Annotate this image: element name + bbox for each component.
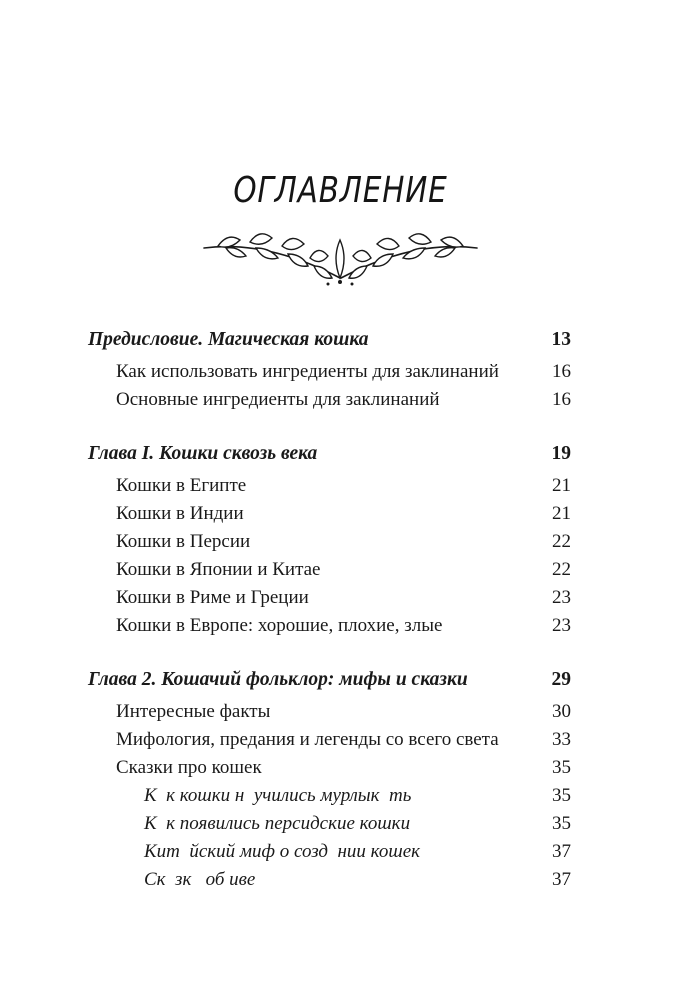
toc-entry-page: 35 — [552, 813, 571, 834]
toc-entry-label: Интересные факты — [116, 701, 271, 722]
toc-entry-label: Мифология, предания и легенды со всего света — [116, 729, 499, 750]
toc-subsection — [144, 841, 571, 863]
toc-entry-label: Кошки в Японии и Китае — [116, 559, 321, 580]
toc-chapter — [88, 329, 571, 351]
toc-entry-page: 37 — [552, 841, 571, 862]
toc-entry-page: 21 — [552, 475, 571, 496]
toc-entry-label: Кошки в Персии — [116, 531, 251, 552]
toc-entry-page: 29 — [551, 669, 571, 690]
toc-entry-page: 37 — [552, 869, 571, 890]
toc-section — [116, 361, 571, 383]
toc-entry-label: К к кошки н учились мурлык ть — [144, 785, 412, 806]
toc-entry-label: Кит йский миф о созд нии кошек — [144, 841, 421, 862]
toc-entry-page: 21 — [552, 503, 571, 524]
toc-entry-page: 35 — [552, 757, 571, 778]
toc-entry-label: Глава I. Кошки сквозь века — [88, 443, 318, 464]
toc-entry-page: 16 — [552, 361, 571, 382]
toc-entry-page: 13 — [551, 329, 571, 350]
toc-entry-page: 30 — [552, 701, 571, 722]
toc-entry-label: Кошки в Европе: хорошие, плохие, злые — [116, 615, 443, 636]
toc-entry-page: 22 — [552, 559, 571, 580]
toc-entry-page: 16 — [552, 389, 571, 410]
toc-entry-page: 19 — [551, 443, 571, 464]
toc-section — [116, 475, 571, 497]
toc-entry-page: 35 — [552, 785, 571, 806]
toc-section — [116, 757, 571, 779]
toc-section — [116, 503, 571, 525]
toc-subsection — [144, 785, 571, 807]
toc-entry-page: 33 — [552, 729, 571, 750]
toc-section — [116, 559, 571, 581]
toc-entry-page: 22 — [552, 531, 571, 552]
toc-chapter — [88, 669, 571, 691]
toc-section — [116, 729, 571, 751]
toc-chapter — [88, 443, 571, 465]
toc-entry-label: Кошки в Риме и Греции — [116, 587, 309, 608]
toc-entry-page: 23 — [552, 615, 571, 636]
toc-section — [116, 587, 571, 609]
toc-entry-label: К к появились персидские кошки — [144, 813, 411, 834]
toc-entry-label: Кошки в Египте — [116, 475, 247, 496]
toc-entry-label: Сказки про кошек — [116, 757, 262, 778]
toc-entry-label: Основные ингредиенты для заклинаний — [116, 389, 440, 410]
toc-entry-label: Глава 2. Кошачий фольклор: мифы и сказки — [88, 669, 468, 690]
page-title: ОГЛАВЛЕНИЕ — [233, 170, 448, 211]
toc-subsection — [144, 869, 571, 891]
toc-entry-label: Предисловие. Магическая кошка — [88, 329, 369, 350]
toc-entry-page: 23 — [552, 587, 571, 608]
toc-entry-label: Как использовать ингредиенты для заклинаний — [116, 361, 499, 382]
toc-entry-label: Кошки в Индии — [116, 503, 244, 524]
toc-entry-label: Ск зк об иве — [144, 869, 256, 890]
toc-subsection — [144, 813, 571, 835]
toc-section — [116, 389, 571, 411]
toc-section — [116, 615, 571, 637]
toc-section — [116, 701, 571, 723]
toc-section — [116, 531, 571, 553]
